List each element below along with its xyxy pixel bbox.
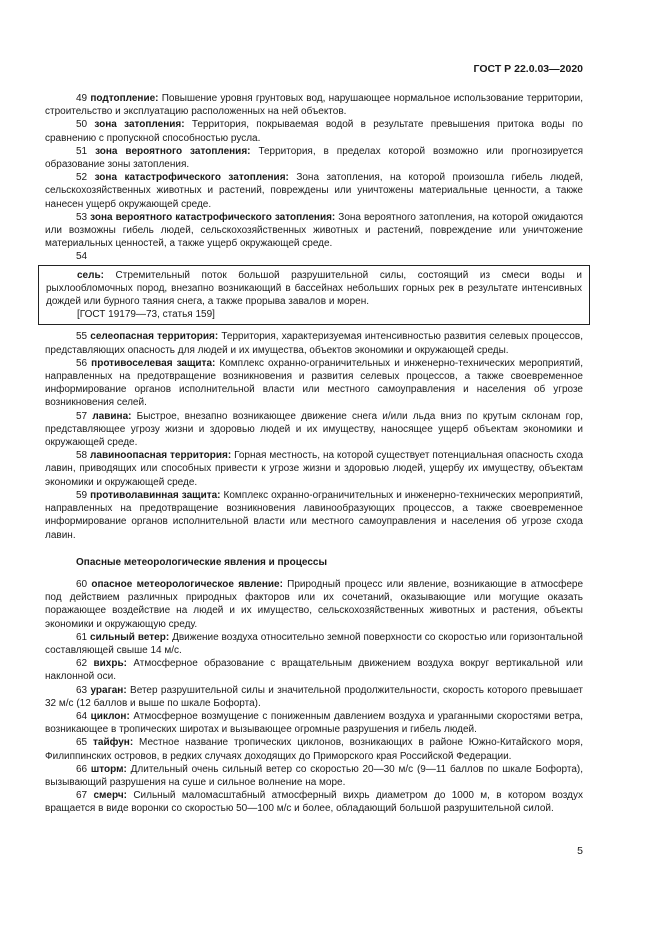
entries-55-59 [45,330,583,541]
entry-number: 63 [76,684,88,696]
entry-term: подтопление: [90,93,159,104]
entry-54-number: 54 [76,251,88,263]
term-entry-55 [45,330,583,356]
term-entry-64 [45,710,583,736]
entries-49-53 [45,92,583,250]
entry-definition: Зона вероятного затопления, на которой ожидаются или возможны гибель людей, сельскохозяйственных животных и растений, повреждение или уничтожение материальных ценностей, а также ущерб окружающей среде. [45,211,583,250]
entry-definition: Территория, в пределах которой возможно или прогнозируется образование зоны затопления. [45,145,583,171]
entry-number: 56 [76,357,88,369]
term-entry-67 [45,789,583,815]
entry-number: 65 [76,737,88,749]
entry-number: 64 [76,710,88,722]
page-number: 5 [577,845,583,857]
entry-term: вихрь: [93,658,127,670]
document-code: ГОСТ Р 22.0.03—2020 [473,63,583,75]
entry-definition: Атмосферное образование с вращательным движением воздуха вокруг вертикальной или наклонной оси. [45,658,584,683]
entry-number: 60 [76,578,88,590]
entry-54-definition: Стремительный поток большой разрушительной силы, состоящий из смеси воды и рыхлообломочных пород, внезапно возникающий в бассейнах небольших горных рек в результате интенсивных дождей или бурного таяния снега, а также прорыва завалов и морен. [46,269,583,308]
entry-term: зона вероятного катастрофического затопления: [90,211,336,223]
entry-54-text [46,269,582,309]
term-entry-50 [45,118,583,144]
quoted-definition-box [38,265,590,326]
entry-definition: Территория, характеризуемая интенсивностью развития селевых процессов, представляющих опасность для людей и их имущества, объектов экономики и окружающей среды. [45,331,584,356]
entry-number: 50 [76,119,88,131]
entry-number: 61 [76,631,88,643]
entry-number: 55 [76,331,88,343]
entry-54-reference: [ГОСТ 19179—73, статья 159] [77,309,215,321]
entry-number: 49 [76,93,88,104]
entry-definition: Местное название тропических циклонов, возникающих в районе Южно-Китайского моря, Филиппинских островов, в редких случаях доходящих до Приморского края Российской Федерации. [45,737,583,762]
entry-term: опасное метеорологическое явление: [91,578,283,590]
entry-definition: Комплекс охранно-ограничительных и инженерно-технических мероприятий, направленных на предотвращение возникновения и развития селевых процессов, а также своевременное информирование органов исполнительной власти или местного самоуправления и населения об угрозе возникновения селей. [45,357,584,409]
entry-term: противоселевая защита: [91,357,216,369]
term-entry-59 [45,489,583,542]
entry-number: 52 [76,172,88,184]
entry-term: тайфун: [93,737,134,749]
entry-definition: Территория, покрываемая водой в результате превышения притока воды по сравнению с пропускной способностью русла. [45,119,583,144]
entry-definition: Повышение уровня грунтовых вод, нарушающее нормальное использование территории, строительство и эксплуатацию расположенных на ней объектов. [45,93,584,118]
entry-term: шторм: [90,763,127,775]
entry-definition: Зона затопления, на которой произошла гибель людей, сельскохозяйственных животных и растений, повреждены или уничтожены материальные ценности, а также нанесен ущерб окружающей среде. [45,172,583,210]
entry-definition: Быстрое, внезапно возникающее движение снега и/или льда вниз по крутым склонам гор, представляющее угрозу жизни и здоровью людей и их имуществу, наносящее ущерб объектам экономики и окружающей среде. [45,410,583,449]
entries-60-67 [45,578,583,816]
term-entry-62 [45,657,583,683]
document-body [45,92,583,816]
entry-number: 67 [76,790,88,802]
entry-term: ураган: [90,684,127,696]
entry-54-term: сель: [77,269,104,281]
term-entry-56 [45,357,583,410]
entry-definition: Движение воздуха относительно земной поверхности со скоростью или горизонтальной составляющей свыше 14 м/с. [45,631,584,656]
term-entry-65 [45,736,583,762]
entry-definition: Сильный маломасштабный атмосферный вихрь диаметром до 1000 м, в котором воздух вращается в виде воронки со скоростью 50—100 м/с и более, обладающий большой разрушительной силой. [45,790,583,815]
term-entry-60 [45,578,583,631]
entry-definition: Ветер разрушительной силы и значительной продолжительности, скорость которого превышает 32 м/с (12 баллов и выше по шкале Бофорта). [45,684,584,709]
entry-definition: Атмосферное возмущение с пониженным давлением воздуха и ураганными скоростями ветра, возникающее в тропических широтах и вызывающее огромные разрушения и гибель людей. [45,710,584,736]
entry-number: 59 [76,489,88,501]
entry-number: 62 [76,658,88,670]
term-entry-53 [45,211,583,251]
term-entry-58 [45,449,583,489]
term-entry-66 [45,763,583,789]
entry-definition: Горная местность, на которой существует потенциальная опасность схода лавин, приводящих или способных привести к угрозе жизни и здоровью людей, ущербу их имуществу, объектам экономики и окружающей среде. [45,450,584,488]
entry-number: 53 [76,211,88,223]
term-entry-61 [45,631,583,657]
entry-term: лавиноопасная территория: [90,450,232,462]
entry-definition: Природный процесс или явление, возникающие в атмосфере под действием различных природных факторов или их сочетаний, оказывающие или могущие оказать поражающее воздействие на людей и их имущество, сельскохозяйственных животных и растения, объекты экономики и окружающую среду. [45,578,584,630]
entry-number: 58 [76,450,88,462]
term-entry-49 [45,92,583,118]
entry-term: зона катастрофического затопления: [94,172,289,184]
entry-term: зона вероятного затопления: [95,145,251,157]
entry-term: зона затопления: [94,119,185,131]
entry-term: циклон: [90,710,130,722]
entry-definition: Длительный очень сильный ветер со скоростью 20—30 м/с (9—11 баллов по шкале Бофорта), вызывающий разрушения на суше и сильное волнение на море. [45,763,584,788]
entry-definition: Комплекс охранно-ограничительных и инженерно-технических мероприятий, направленных на предотвращение возникновения лавинообразующих процессов, а также своевременное информирование органов исполнительной власти или местного самоуправления и населения об угрозе схода лавин. [45,489,583,541]
entry-term: лавина: [92,410,132,422]
entry-number: 51 [76,145,88,157]
section-title: Опасные метеорологические явления и процессы [76,556,328,568]
entry-term: смерч: [93,790,127,802]
term-entry-63 [45,684,583,710]
entry-number: 66 [76,763,88,775]
entry-term: противолавинная защита: [90,489,221,501]
entry-number: 57 [76,410,88,422]
entry-term: сильный ветер: [90,631,170,643]
term-entry-57 [45,410,583,450]
entry-term: селеопасная территория: [90,331,219,343]
term-entry-51 [45,145,583,171]
term-entry-52 [45,171,583,211]
